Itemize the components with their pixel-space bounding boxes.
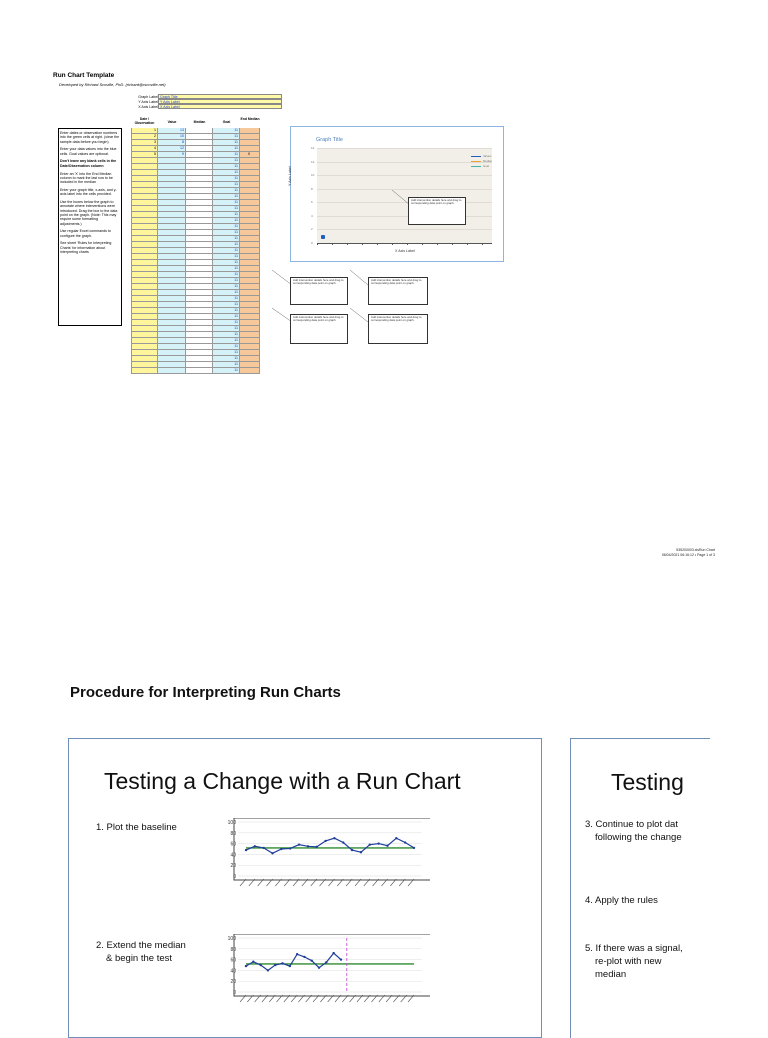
mini-y-tick-label: 20 [230, 863, 236, 870]
instruction-item: Use the boxes below the graph to annotate where interventions were introduced. Drag the box to the data point on the graph. (Note: This may require some formatting adjustments.) [60, 200, 118, 226]
mini-chart-frame [234, 934, 430, 996]
goal-cell[interactable]: 11 [213, 272, 240, 278]
goal-cell[interactable]: 11 [213, 212, 240, 218]
value-cell[interactable]: 12 [158, 146, 186, 152]
goal-cell[interactable]: 11 [213, 248, 240, 254]
intervention-note[interactable]: Add intervention details here and drag to corresponding data point on graph. [368, 277, 428, 305]
goal-cell[interactable]: 11 [213, 182, 240, 188]
data-point [271, 852, 273, 854]
goal-cell[interactable]: 11 [213, 200, 240, 206]
sheet-title: Run Chart Template [53, 72, 115, 79]
goal-cell[interactable]: 11 [213, 194, 240, 200]
goal-cell[interactable]: 11 [213, 266, 240, 272]
data-point [245, 965, 247, 967]
data-point [351, 849, 353, 851]
goal-cell[interactable]: 11 [213, 332, 240, 338]
data-point [332, 952, 334, 954]
mini-y-tick-label: 80 [230, 946, 236, 953]
goal-cell[interactable]: 11 [213, 134, 240, 140]
x-tick [377, 243, 378, 245]
data-point [254, 845, 256, 847]
data-point [386, 845, 388, 847]
footer-filename: 535200003.xlsRun Chart [676, 548, 715, 552]
goal-cell[interactable]: 11 [213, 218, 240, 224]
data-point [245, 849, 247, 851]
col-header-value: Value [167, 120, 177, 124]
goal-cell[interactable]: 11 [213, 224, 240, 230]
chart-y-axis-label: Y Axis Label [288, 166, 292, 186]
intervention-note[interactable]: Add intervention details here and drag to corresponding data point on graph. [408, 197, 466, 225]
goal-cell[interactable]: 11 [213, 128, 240, 134]
x-tick [482, 243, 483, 245]
goal-cell[interactable]: 11 [213, 170, 240, 176]
step-begin-test: & begin the test [106, 953, 173, 964]
slide2-title: Testing [611, 769, 684, 795]
intervention-note[interactable]: Add intervention details here and drag to corresponding data point on graph. [290, 314, 348, 344]
x-axis-label-input[interactable]: X Axis Label [158, 104, 282, 109]
x-tick [467, 243, 468, 245]
x-tick [422, 243, 423, 245]
data-point [259, 964, 261, 966]
x-tick [392, 243, 393, 245]
goal-cell[interactable]: 11 [213, 284, 240, 290]
mini-y-tick-label: 0 [233, 990, 236, 996]
x-tick [317, 243, 318, 245]
observation-cell[interactable]: 3 [131, 140, 158, 146]
data-point [289, 847, 291, 849]
slide2-content [571, 739, 697, 1029]
chart-title: Graph Title [316, 137, 343, 143]
x-tick [452, 243, 453, 245]
col-header-end-median: End Median [240, 117, 260, 121]
data-point [333, 837, 335, 839]
goal-cell[interactable]: 11 [213, 320, 240, 326]
y-tick-label: 4 [311, 214, 313, 218]
goal-cell[interactable]: 11 [213, 326, 240, 332]
goal-cell[interactable]: 11 [213, 338, 240, 344]
legend-goal-label: Goal [483, 164, 489, 168]
goal-cell[interactable]: 11 [213, 140, 240, 146]
step-continue-plot: 3. Continue to plot dat [585, 819, 678, 830]
goal-cell[interactable]: 11 [213, 362, 240, 368]
data-point [281, 962, 283, 964]
instruction-item: Don't leave any blank cells in the Date/Observation column [60, 159, 117, 168]
page-footer [662, 548, 715, 557]
data-point [298, 843, 300, 845]
goal-cell[interactable]: 11 [213, 290, 240, 296]
step-replot: re-plot with new [595, 956, 662, 967]
goal-cell[interactable]: 11 [213, 146, 240, 152]
data-point [377, 842, 379, 844]
legend-median-label: Median [483, 159, 493, 163]
y-axis-label-caption: Y Axis Label [138, 100, 158, 104]
data-point [404, 841, 406, 843]
sheet-subtitle: Developed by Richard Scoville, PhD. (richard@rscoville.net) [59, 82, 166, 87]
slide1-title: Testing a Change with a Run Chart [104, 768, 461, 794]
y-axis-label-input[interactable]: Y Axis Label [158, 99, 282, 104]
mini-y-tick-label: 60 [230, 841, 236, 848]
observation-cell[interactable]: 4 [131, 146, 158, 152]
x-tick [332, 243, 333, 245]
goal-cell[interactable]: 11 [213, 158, 240, 164]
instruction-item: Enter dates or observation numbers into the green cells at right. (clear the sample data before you begin) [60, 131, 120, 144]
step-extend-median: 2. Extend the median [96, 940, 186, 951]
goal-cell[interactable]: 11 [213, 302, 240, 308]
data-point [316, 846, 318, 848]
goal-cell[interactable]: 11 [213, 206, 240, 212]
value-cell[interactable]: 9 [158, 152, 186, 158]
goal-cell[interactable]: 11 [213, 254, 240, 260]
data-point [340, 958, 342, 960]
goal-cell[interactable]: 11 [213, 236, 240, 242]
goal-cell[interactable]: 11 [213, 278, 240, 284]
x-tick [407, 243, 408, 245]
instruction-item: Enter your data values into the blue cells. Goal values are optional. [60, 147, 117, 156]
mini-y-tick-label: 100 [227, 936, 236, 942]
y-tick-label: 14 [311, 146, 315, 150]
mini-y-tick-label: 20 [230, 979, 236, 986]
baseline-run-chart [220, 818, 430, 918]
x-tick [362, 243, 363, 245]
step-new-median: median [595, 969, 627, 980]
observation-cell[interactable]: 2 [131, 134, 158, 140]
col-header-goal: Goal [222, 120, 231, 124]
x-tick [437, 243, 438, 245]
test-run-chart [220, 934, 430, 1024]
mini-y-tick-label: 60 [230, 957, 236, 964]
data-point [262, 847, 264, 849]
step-if-signal: 5. If there was a signal, [585, 943, 683, 954]
mini-y-tick-label: 0 [233, 874, 236, 880]
goal-cell[interactable]: 11 [213, 344, 240, 350]
data-point [252, 961, 254, 963]
data-point [296, 953, 298, 955]
goal-cell[interactable]: 11 [213, 260, 240, 266]
instruction-item: Use regular Excel commands to configure the graph. [60, 229, 111, 238]
data-point [360, 851, 362, 853]
goal-cell[interactable]: 11 [213, 350, 240, 356]
value-cell[interactable]: 13 [158, 128, 186, 134]
footer-timestamp: 06/04/2021 06:16:12 • Page 1 of 3 [661, 552, 715, 557]
data-point [311, 959, 313, 961]
data-point [369, 843, 371, 845]
instruction-item: See sheet 'Rules for Interpreting Charts' for information about interpreting charts [60, 241, 112, 255]
procedure-title: Procedure for Interpreting Run Charts [70, 684, 341, 701]
data-point [325, 961, 327, 963]
data-point [289, 965, 291, 967]
step-following-change: following the change [595, 832, 682, 843]
mini-y-tick-label: 100 [227, 820, 236, 826]
observation-cell[interactable]: 1 [131, 128, 158, 134]
col-header-date: Date / Observation [134, 117, 155, 125]
data-point [280, 848, 282, 850]
data-point [307, 845, 309, 847]
value-cell[interactable]: 8 [158, 140, 186, 146]
data-point [303, 956, 305, 958]
graph-label-input[interactable]: Graph Title [158, 94, 282, 99]
intervention-note[interactable]: Add intervention details here and drag to corresponding data point on graph. [290, 277, 348, 305]
instruction-item: Enter your graph title, x-axis, and y-axis label into the cells provided. [60, 187, 117, 197]
data-point [267, 969, 269, 971]
goal-cell[interactable]: 11 [213, 176, 240, 182]
end-median-cell[interactable]: X [240, 152, 260, 158]
goal-cell[interactable]: 11 [213, 308, 240, 314]
goal-cell[interactable]: 11 [213, 188, 240, 194]
y-tick-label: 6 [311, 200, 313, 204]
y-tick-label: 0 [311, 241, 313, 245]
y-tick-label: 8 [311, 187, 313, 191]
intervention-note[interactable]: Add intervention details here and drag to corresponding data point on graph. [368, 314, 428, 344]
y-tick-label: 2 [311, 227, 313, 231]
goal-cell[interactable]: 11 [213, 230, 240, 236]
observation-cell[interactable]: 5 [131, 152, 158, 158]
value-cell[interactable]: 10 [158, 134, 186, 140]
instruction-item: Enter an 'X' into the End Median column to mark the last row to be included in the median [60, 171, 113, 185]
col-header-median: Median [193, 120, 206, 124]
goal-cell[interactable]: 11 [213, 314, 240, 320]
goal-cell[interactable]: 11 [213, 356, 240, 362]
y-tick-label: 10 [311, 173, 315, 177]
step-apply-rules: 4. Apply the rules [585, 895, 658, 906]
step-plot-baseline: 1. Plot the baseline [96, 822, 177, 833]
data-point [395, 837, 397, 839]
goal-cell[interactable]: 11 [213, 242, 240, 248]
chart-x-axis-label: X Axis Label [395, 249, 415, 253]
graph-label-caption: Graph Label [138, 95, 158, 99]
mini-y-tick-label: 40 [230, 968, 236, 975]
data-point [342, 841, 344, 843]
data-point [318, 967, 320, 969]
x-tick [347, 243, 348, 245]
goal-cell[interactable]: 11 [213, 164, 240, 170]
mini-y-tick-label: 40 [230, 852, 236, 859]
goal-cell[interactable]: 11 [213, 296, 240, 302]
data-point [413, 847, 415, 849]
y-tick-label: 12 [311, 160, 315, 164]
data-point [324, 840, 326, 842]
goal-cell[interactable]: 11 [213, 152, 240, 158]
mini-y-tick-label: 80 [230, 830, 236, 837]
legend-values-label: Values [483, 154, 492, 158]
data-point [274, 964, 276, 966]
x-axis-label-caption: X Axis Label [138, 105, 158, 109]
goal-cell[interactable]: 11 [213, 368, 240, 374]
